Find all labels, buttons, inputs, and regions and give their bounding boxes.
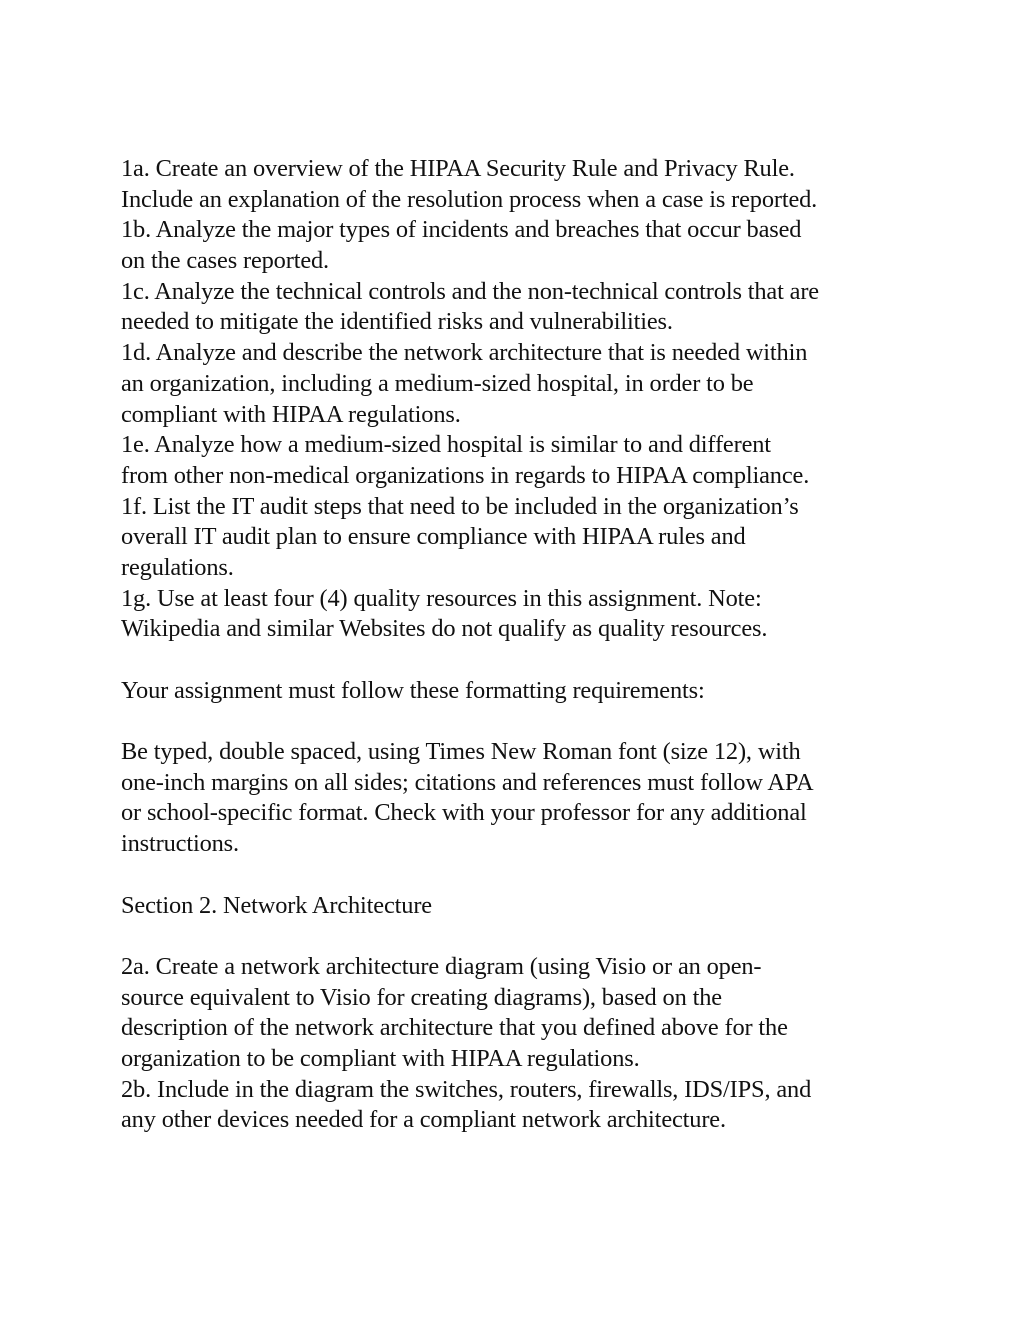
text-line: 1f. List the IT audit steps that need to be included in the organization’s — [121, 492, 799, 520]
text-line: 2a. Create a network architecture diagram (using Visio or an open- — [121, 952, 762, 980]
document-page — [121, 154, 921, 1136]
text-line: 1g. Use at least four (4) quality resources in this assignment. Note: — [121, 584, 762, 612]
text-line: organization to be compliant with HIPAA regulations. — [121, 1044, 640, 1072]
text-line: overall IT audit plan to ensure compliance with HIPAA rules and — [121, 523, 746, 551]
text-line: Include an explanation of the resolution process when a case is reported. — [121, 185, 818, 213]
text-line: regulations. — [121, 553, 234, 581]
text-line: source equivalent to Visio for creating diagrams), based on the — [121, 983, 722, 1011]
paragraph-spacer — [121, 706, 921, 737]
text-line: any other devices needed for a compliant network architecture. — [121, 1106, 726, 1134]
section-2-heading: Section 2. Network Architecture — [121, 891, 432, 919]
paragraph-spacer — [121, 645, 921, 676]
formatting-intro: Your assignment must follow these formatting requirements: — [121, 676, 705, 704]
text-line: needed to mitigate the identified risks and vulnerabilities. — [121, 308, 673, 336]
text-line: 1e. Analyze how a medium-sized hospital is similar to and different — [121, 431, 771, 459]
text-line: 1c. Analyze the technical controls and the non-technical controls that are — [121, 277, 819, 305]
text-line: 2b. Include in the diagram the switches, routers, firewalls, IDS/IPS, and — [121, 1075, 812, 1103]
text-line: an organization, including a medium-sized hospital, in order to be — [121, 369, 754, 397]
text-line: Wikipedia and similar Websites do not qualify as quality resources. — [121, 615, 768, 643]
text-line: 1a. Create an overview of the HIPAA Security Rule and Privacy Rule. — [121, 155, 795, 182]
text-line: compliant with HIPAA regulations. — [121, 400, 461, 428]
formatting-requirements — [121, 737, 921, 860]
text-line: instructions. — [121, 830, 239, 858]
paragraph-spacer — [121, 921, 921, 952]
text-line: 1b. Analyze the major types of incidents and breaches that occur based — [121, 216, 802, 244]
text-line: Be typed, double spaced, using Times New Roman font (size 12), with — [121, 738, 801, 766]
text-line: one-inch margins on all sides; citations and references must follow APA — [121, 768, 814, 796]
text-line: 1d. Analyze and describe the network architecture that is needed within — [121, 339, 808, 367]
text-line: description of the network architecture that you defined above for the — [121, 1014, 788, 1042]
text-line: from other non-medical organizations in regards to HIPAA compliance. — [121, 461, 810, 489]
section-2-requirements — [121, 952, 921, 1136]
section-1-requirements — [121, 154, 921, 645]
text-line: or school-specific format. Check with your professor for any additional — [121, 799, 807, 827]
paragraph-spacer — [121, 860, 921, 891]
text-line: on the cases reported. — [121, 247, 329, 275]
